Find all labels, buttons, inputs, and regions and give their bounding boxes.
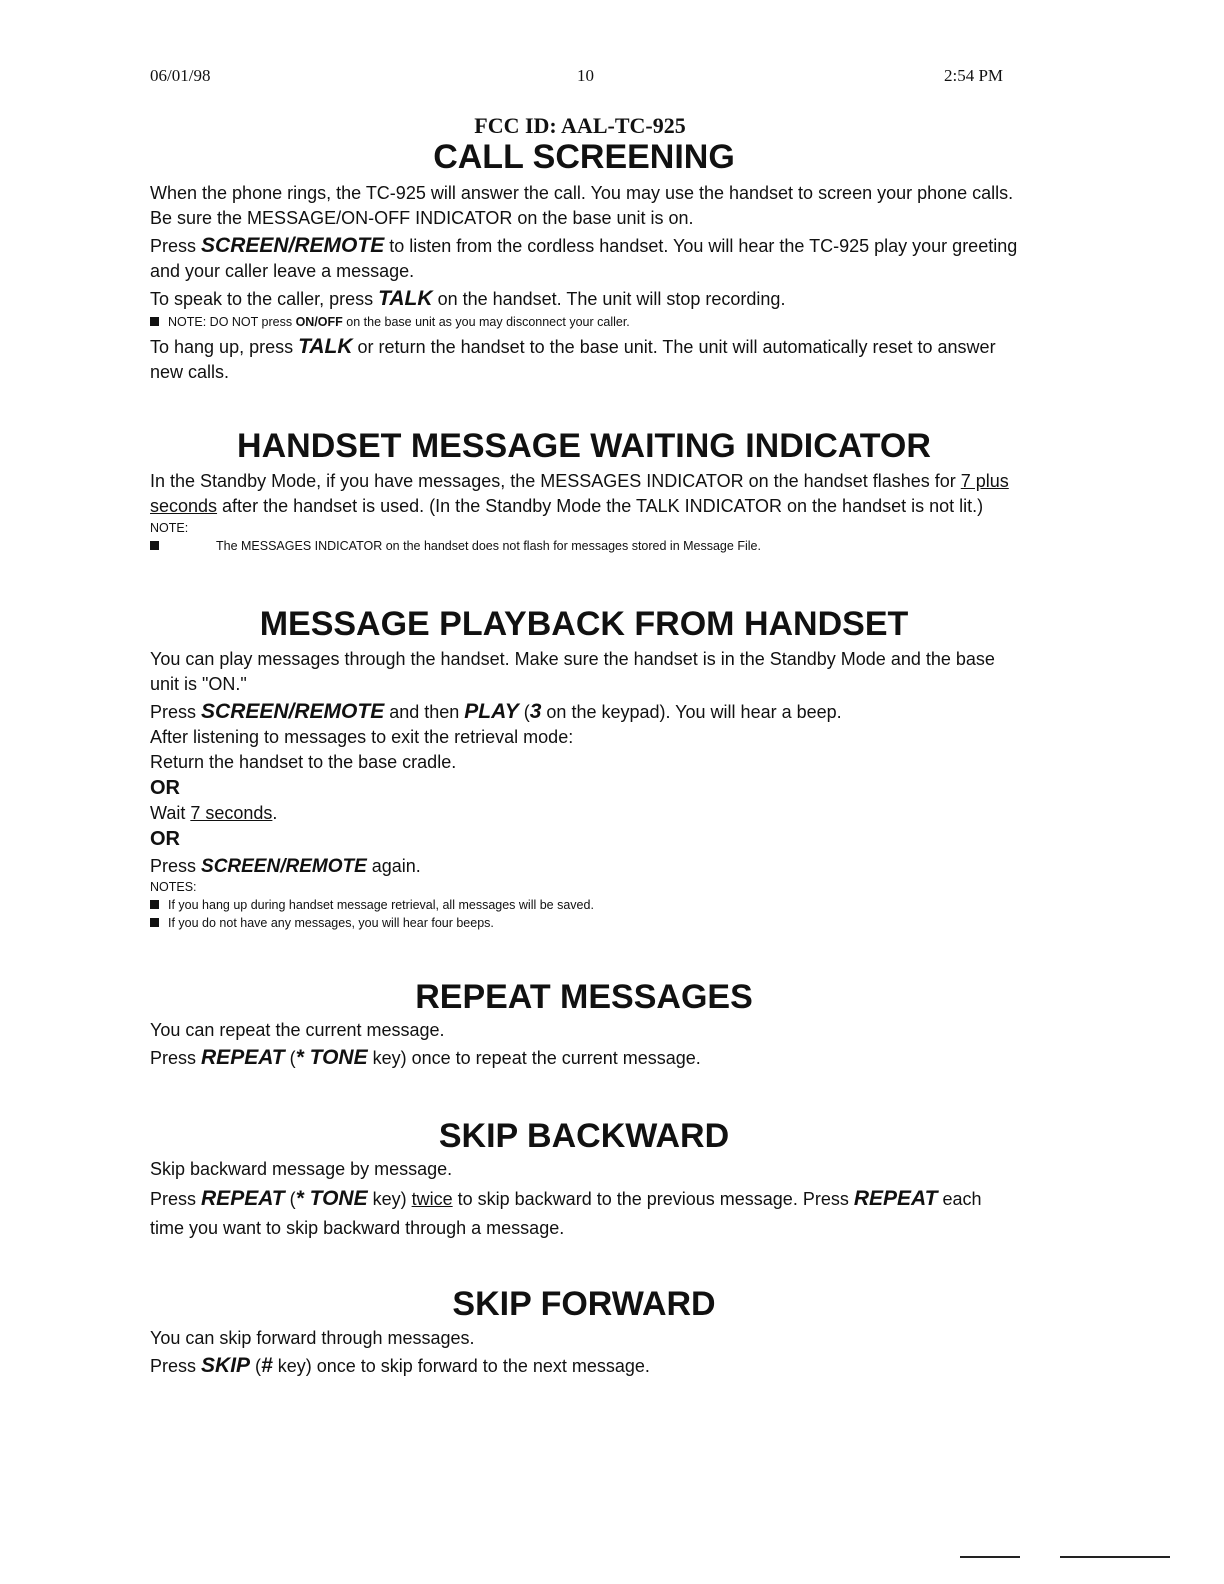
call-screening-note: NOTE: DO NOT press ON/OFF on the base unit as you may disconnect your caller. [150, 312, 1020, 332]
section-handset-indicator [150, 429, 1020, 555]
fcc-id: FCC ID: AAL-TC-925 [474, 113, 686, 138]
playback-or-2: OR [150, 828, 180, 850]
section-title-skip-backward: SKIP BACKWARD [438, 1117, 730, 1155]
section-title-skip-forward: SKIP FORWARD [452, 1285, 716, 1323]
key-skip: SKIP [201, 1354, 251, 1377]
playback-para-3: After listening to messages to exit the retrieval mode: [150, 727, 574, 747]
call-screening-para-3: Press SCREEN/REMOTE to listen from the cordless handset. You will hear the TC-925 play your greeting and your caller leave a message. [150, 234, 1018, 281]
key-screen-remote: SCREEN/REMOTE [201, 234, 385, 257]
call-screening-para-1: When the phone rings, the TC-925 will answer the call. You may use the handset to screen your phone calls. [150, 183, 1014, 203]
playback-para-1: You can play messages through the handset. Make sure the handset is in the Standby Mode and the base unit is "ON." [150, 649, 995, 694]
scan-artifact [960, 1556, 1020, 1558]
key-tone: * TONE [295, 1046, 368, 1069]
key-play: PLAY [464, 700, 519, 723]
skip-forward-para-2: Press SKIP (# key) once to skip forward to the next message. [150, 1354, 650, 1377]
scan-artifact [1060, 1556, 1170, 1558]
handset-indicator-note-label: NOTE: [150, 521, 189, 535]
skip-backward-para-1: Skip backward message by message. [150, 1159, 453, 1179]
bullet-icon [150, 541, 159, 550]
section-repeat [150, 980, 1020, 1071]
playback-note-1: If you hang up during handset message retrieval, all messages will be saved. [150, 896, 1020, 914]
header-time: 2:54 PM [944, 66, 1004, 85]
playback-or-1: OR [150, 777, 180, 799]
playback-para-6: Press SCREEN/REMOTE again. [150, 856, 421, 877]
bullet-icon [150, 900, 159, 909]
playback-para-2: Press SCREEN/REMOTE and then PLAY (3 on the keypad). You will hear a beep. [150, 700, 842, 723]
bullet-icon [150, 918, 159, 927]
key-talk: TALK [298, 335, 353, 358]
handset-indicator-note: The MESSAGES INDICATOR on the handset does not flash for messages stored in Message File. [150, 537, 1020, 555]
key-tone: * TONE [295, 1187, 368, 1210]
key-screen-remote: SCREEN/REMOTE [201, 856, 367, 877]
section-skip-forward [150, 1287, 1020, 1379]
repeat-para-1: You can repeat the current message. [150, 1020, 445, 1040]
handset-indicator-para-1: In the Standby Mode, if you have messages, the MESSAGES INDICATOR on the handset flashes for 7 plus seconds after the handset is used. (In the Standby Mode the TALK INDICATOR on the handset is not lit.) [150, 471, 1009, 516]
section-skip-backward [150, 1119, 1020, 1243]
call-screening-para-4: To speak to the caller, press TALK on the handset. The unit will stop recording. [150, 287, 786, 310]
playback-note-2: If you do not have any messages, you will hear four beeps. [150, 914, 1020, 932]
bullet-icon [150, 317, 159, 326]
key-repeat: REPEAT [853, 1187, 938, 1210]
section-title-repeat: REPEAT MESSAGES [415, 978, 753, 1016]
call-screening-para-5: To hang up, press TALK or return the handset to the base unit. The unit will automatically reset to answer new calls. [150, 335, 996, 382]
key-screen-remote: SCREEN/REMOTE [201, 700, 385, 723]
playback-para-5: Wait 7 seconds. [150, 803, 278, 823]
playback-notes-label: NOTES: [150, 880, 197, 894]
section-title-call-screening: CALL SCREENING [433, 138, 735, 176]
section-playback [150, 607, 1020, 932]
section-title-playback: MESSAGE PLAYBACK FROM HANDSET [259, 605, 909, 643]
key-hash: # [261, 1354, 273, 1377]
key-repeat: REPEAT [201, 1046, 285, 1069]
key-talk: TALK [378, 287, 433, 310]
section-call-screening [150, 140, 1020, 385]
repeat-para-2: Press REPEAT (* TONE key) once to repeat the current message. [150, 1046, 701, 1069]
section-title-handset-indicator: HANDSET MESSAGE WAITING INDICATOR [237, 427, 931, 465]
key-3: 3 [529, 700, 542, 723]
playback-para-4: Return the handset to the base cradle. [150, 752, 457, 772]
skip-forward-para-1: You can skip forward through messages. [150, 1328, 475, 1348]
page-number: 10 [577, 66, 594, 85]
call-screening-para-2: Be sure the MESSAGE/ON-OFF INDICATOR on the base unit is on. [150, 208, 694, 228]
skip-backward-para-2: Press REPEAT (* TONE key) twice to skip backward to the previous message. Press REPEAT each time you want to skip backward through a message. [150, 1187, 982, 1238]
key-repeat: REPEAT [201, 1187, 285, 1210]
header-date: 06/01/98 [150, 66, 211, 85]
